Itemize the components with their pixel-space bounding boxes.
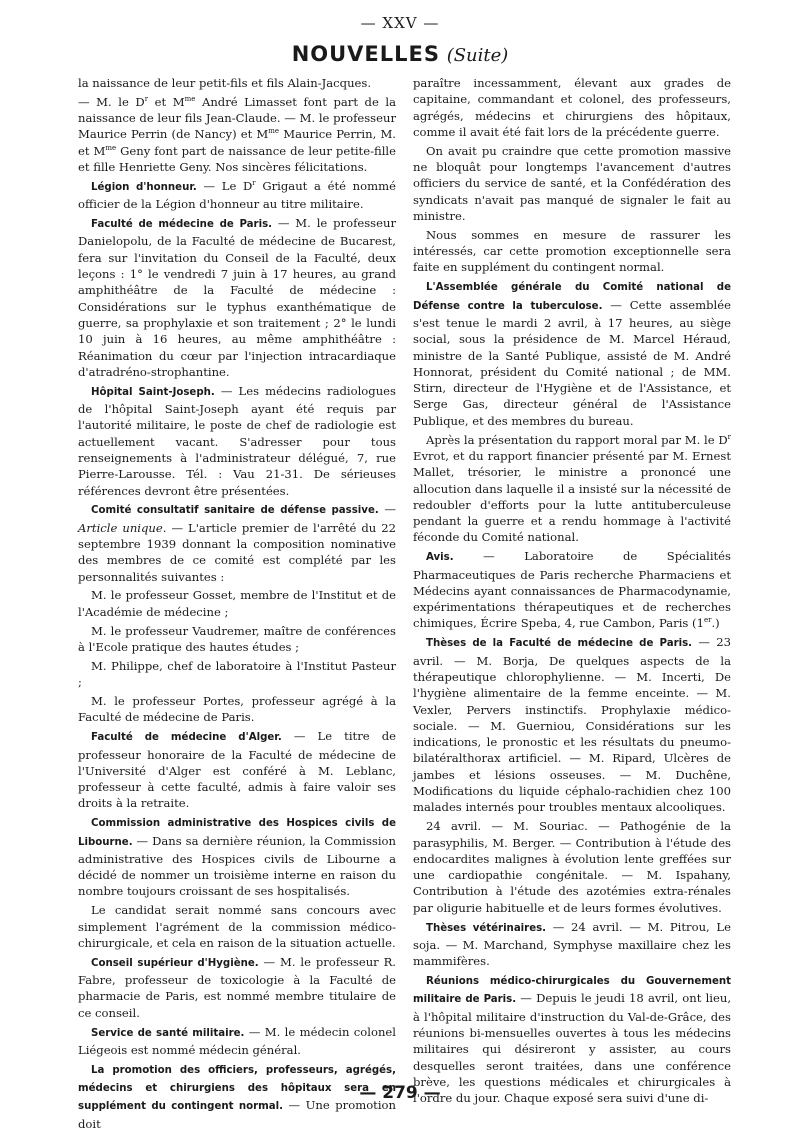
paragraph: Le candidat serait nommé sans concours avec simplement l'agrément de la commission médico-chirurgicale, et cela en raison de la situation actuelle. bbox=[78, 903, 396, 950]
news-item bbox=[78, 728, 396, 811]
paragraph: M. Philippe, chef de laboratoire à l'Institut Pasteur ; bbox=[78, 658, 396, 690]
news-heading: Commission administrative des Hospices civils de Libourne. bbox=[78, 818, 396, 848]
news-item bbox=[413, 634, 731, 815]
superscript: r bbox=[144, 95, 149, 104]
news-heading: Thèses de la Faculté de médecine de Paris. bbox=[426, 638, 693, 650]
superscript: me bbox=[268, 127, 280, 136]
news-text: — M. le médecin colonel Liégeois est nommé médecin général. bbox=[78, 1024, 397, 1057]
news-text: — Le $D^r$ Grigaut a été nommé officier de la Légion d'honneur au titre militaire. bbox=[78, 178, 396, 212]
news-heading: Comité consultatif sanitaire de défense passive. bbox=[91, 505, 379, 517]
news-heading: Avis. bbox=[426, 552, 454, 564]
news-text: — 23 avril. — M. Borja, De quelques aspects de la thérapeutique chlorophylienne. — M. Incerti, De l'hygiène alimentaire de la femme enceinte. — M. Vexler, Pervers instinctifs. Prophylaxie médico-sociale. — M. Guerniou, Considérations sur les indications, le pronostic et les résultats du pneumo-bilatéralthorax artificiel. — M. Ripard, Ulcères de jambes et lésions osseuses. — M. Duchêne, Modifications du liquide céphalo-rachidien chez 100 malades internés pour troubles mentaux alcooliques. bbox=[413, 635, 732, 815]
superscript: r bbox=[727, 432, 731, 441]
title-suffix: (Suite) bbox=[446, 45, 509, 66]
superscript: me bbox=[184, 95, 196, 104]
news-heading: L'Assemblée générale du Comité national de Défense contre la tuberculose. bbox=[413, 282, 731, 312]
news-heading: Légion d'honneur. bbox=[91, 181, 197, 193]
news-heading: Service de santé militaire. bbox=[91, 1027, 245, 1039]
news-text: — Cette assemblée s'est tenue le mardi 2 avril, à 17 heures, au siège social, sous la présidence de M. Marcel Héraud, ministre de la Santé Publique, assisté de M. André Honnorat, président du Comité national ; de MM. Stirn, directeur de l'Hygiène et de l'Assistance, et Serge Gas, directeur général de l'Assistance Publique, et des membres du bureau. bbox=[413, 297, 731, 428]
news-text: — L'article premier de l'arrêté du 22 septembre 1939 donnant la composition nominative des membres de ce comité est complété par les personnalités suivantes : bbox=[78, 520, 396, 584]
paragraph: On avait pu craindre que cette promotion massive ne bloquât pour longtemps l'avancement d'autres officiers du service de santé, et la Confédération des syndicats n'avait pas manqué de signaler le fait au ministre. bbox=[413, 143, 731, 223]
news-text: — M. le professeur Danielopolu, de la Faculté de médecine de Bucarest, fera sur l'invitation du Conseil de la Faculté, deux leçons : 1° le vendredi 7 juin à 17 heures, au grand amphithéâtre de la Faculté de médecine : Considérations sur le typhus exanthématique de guerre, sa prophylaxie et son traitement ; 2° le lundi 10 juin à 16 heures, au même amphithéâtre : Réanimation du cœur par l'injection intracardiaque d'atradréno-strophantine. bbox=[78, 216, 396, 379]
left-column bbox=[78, 75, 396, 1135]
news-text: — Dans sa dernière réunion, la Commission administrative des Hospices civils de Libourne a décidé de nommer un troisième interne en raison du nombre toujours croissant de ses hospitalisés. bbox=[78, 833, 396, 899]
news-heading: Thèses vétérinaires. bbox=[426, 922, 547, 934]
news-italic: Article unique. bbox=[78, 520, 167, 535]
news-text: — Le titre de professeur honoraire de la Faculté de médecine de l'Université d'Alger est conféré à M. Leblanc, professeur à cette faculté, admis à faire valoir ses droits à la retraite. bbox=[78, 729, 396, 811]
paragraph: la naissance de leur petit-fils et fils Alain-Jacques. bbox=[78, 76, 372, 90]
paragraph: 24 avril. — M. Souriac. — Pathogénie de la parasyphilis, M. Berger. — Contribution à l'étude des endocardites malignes à évolution lente greffées sur une cardiopathie congénitale. — M. Ispahany, Contribution à l'étude des azotémies extra-rénales par oligurie habituelle et de leurs formes évolutives. bbox=[413, 819, 731, 915]
superscript: r bbox=[252, 179, 256, 188]
news-item bbox=[78, 501, 396, 584]
news-item bbox=[78, 215, 396, 380]
paragraph: Après la présentation du rapport moral par M. le $D^r$ Evrot, et du rapport financier présenté par M. Ernest Mallet, trésorier, le ministre a prononcé une allocution dans laquelle il a insisté sur la nécessité de redoubler d'efforts pour la lutte antituberculeuse pendant la guerre et a rendu hommage à l'activité féconde du Comité national. bbox=[413, 432, 731, 545]
news-item bbox=[413, 919, 731, 970]
news-item bbox=[413, 548, 731, 631]
paragraph: Nous sommes en mesure de rassurer les intéressés, car cette promotion exceptionnelle sera faite en supplément du contingent normal. bbox=[413, 227, 731, 275]
paragraph: M. le professeur Portes, professeur agrégé à la Faculté de médecine de Paris. bbox=[78, 694, 396, 725]
right-column bbox=[413, 75, 731, 1109]
paragraph: — M. le $D^r$ et $M^{me}$ André Limasset font part de la naissance de leur fils Jean-Claude. — M. le professeur Maurice Perrin (de Nancy) et $M^{me}$ Maurice Perrin, M. et $M^{me}$ Geny font part de naissance de leur petite-fille et fille Henriette Geny. Nos sincères félicitations. bbox=[78, 94, 397, 175]
news-text: — Une promotion doit bbox=[78, 1098, 396, 1131]
news-heading: Hôpital Saint-Joseph. bbox=[91, 386, 215, 398]
news-text: — Laboratoire de Spécialités Pharmaceutiques de Paris recherche Pharmaciens et Médecins ayant connaissances de Pharmacodynamie, expérimentations thérapeutiques et de recherches chimiques, Écrire Speba, 4, rue Cambon, Paris (1er.) bbox=[413, 549, 731, 631]
news-heading: La promotion des officiers, professeurs, agrégés, médecins et chirurgiens des hôpitaux sera en supplément du contingent normal. bbox=[78, 1064, 396, 1113]
news-text: — bbox=[378, 502, 397, 517]
news-heading: Faculté de médecine de Paris. bbox=[91, 219, 272, 231]
page-number-roman: — XXV — bbox=[360, 14, 440, 32]
news-heading: Réunions médico-chirurgicales du Gouvernement militaire de Paris. bbox=[413, 976, 731, 1006]
news-text: — Depuis le jeudi 18 avril, ont lieu, à l'hôpital militaire d'instruction du Val-de-Grâce, des réunions bi-mensuelles ouvertes à tous les médecins militaires qui désireront y assister, au cours desquelles seront traitées, dans une conférence brève, les questions médicales et chirurgicales à l'ordre du jour. Chaque exposé sera suivi d'une di- bbox=[413, 991, 732, 1106]
news-item bbox=[78, 1024, 396, 1059]
news-item bbox=[78, 954, 396, 1021]
news-text: — 24 avril. — M. Pitrou, Le soja. — M. Marchand, Symphyse maxillaire chez les mammifères. bbox=[413, 919, 731, 969]
superscript: me bbox=[105, 143, 117, 152]
news-item bbox=[413, 278, 731, 429]
news-item bbox=[78, 383, 396, 499]
paragraph: paraître incessamment, élevant aux grades de capitaine, commandant et colonel, des professeurs, agrégés, médecins et chirurgiens des hôpitaux, comme il avait été fait lors de la précédente guerre. bbox=[413, 76, 731, 139]
news-item bbox=[78, 814, 396, 899]
title-main: NOUVELLES bbox=[291, 42, 440, 66]
page-title bbox=[0, 42, 800, 66]
paragraph: M. le professeur Vaudremer, maître de conférences à l'Ecole pratique des hautes études ; bbox=[78, 623, 396, 654]
page-number: — 279 — bbox=[359, 1083, 441, 1103]
news-text: — Les médecins radiologues de l'hôpital Saint-Joseph ayant été requis par l'autorité militaire, le poste de chef de radiologie est actuellement vacant. S'adresser pour tous renseignements à l'administrateur délégué, 7, rue Pierre-Larousse. Tél. : Vau 21-31. De sérieuses références devront être présentées. bbox=[78, 383, 396, 498]
news-heading: Faculté de médecine d'Alger. bbox=[91, 732, 282, 744]
news-item bbox=[78, 178, 396, 213]
news-heading: Conseil supérieur d'Hygiène. bbox=[91, 957, 259, 969]
news-text: — M. le professeur R. Fabre, professeur de toxicologie à la Faculté de pharmacie de Paris, est nommé membre titulaire de ce conseil. bbox=[78, 954, 396, 1020]
paragraph: M. le professeur Gosset, membre de l'Institut et de l'Académie de médecine ; bbox=[78, 588, 396, 619]
superscript: er bbox=[703, 616, 712, 625]
